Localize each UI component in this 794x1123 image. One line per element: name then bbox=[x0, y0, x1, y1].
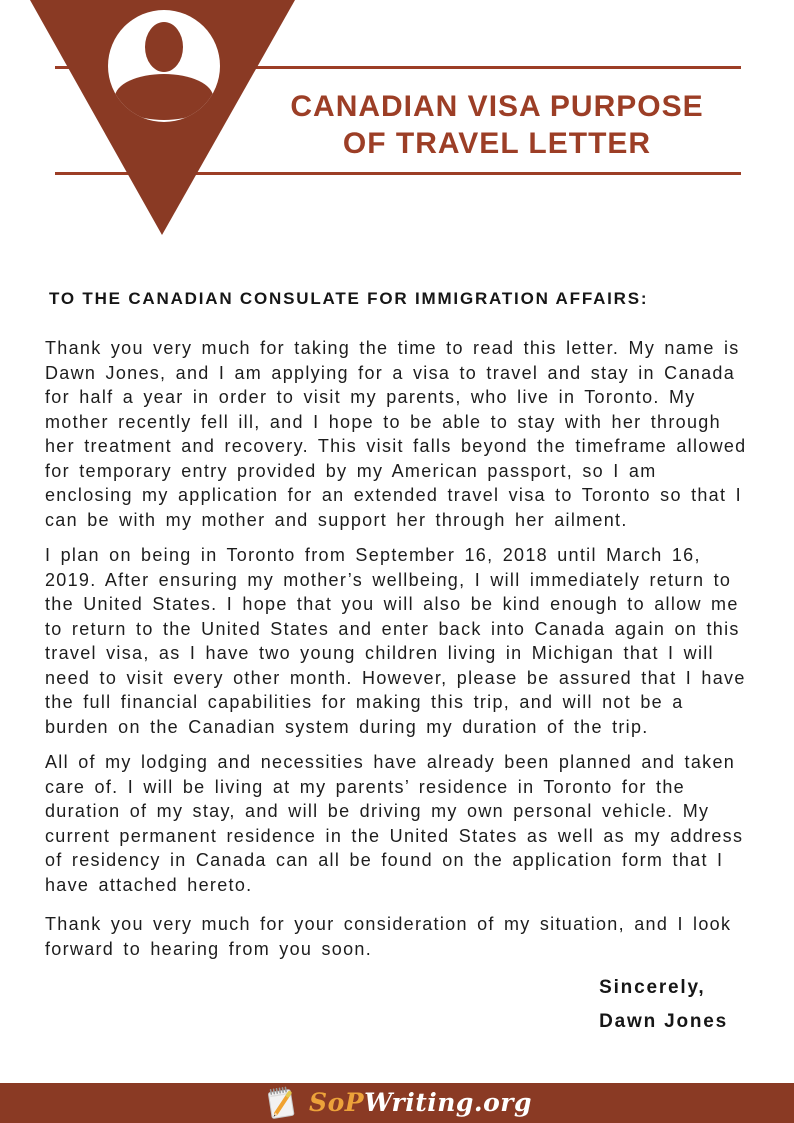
page-title-line-2: OF TRAVEL LETTER bbox=[342, 127, 652, 160]
paragraph-4: Thank you very much for your consideration of my situation, and I look forward to hearing from you soon. bbox=[45, 914, 732, 959]
footer-brand-bar bbox=[0, 1083, 794, 1123]
page-title-line-1: CANADIAN VISA PURPOSE bbox=[290, 90, 704, 123]
signature-name: Dawn Jones bbox=[599, 1011, 728, 1032]
notepad-pencil-icon bbox=[262, 1084, 300, 1122]
footer-logo-text bbox=[309, 1083, 532, 1123]
paragraph-3: All of my lodging and necessities have already been planned and taken care of. I will be living at my parents’ residence in Toronto for the duration of my stay, and will be driving my own personal vehicle. My current permanent residence in the United States as well as my address of residency in Canada can all be found on the application form that I have attached hereto. bbox=[45, 752, 744, 895]
signature-block bbox=[599, 971, 728, 1039]
logo-prefix: SoP bbox=[309, 1088, 365, 1117]
logo-suffix: Writing.org bbox=[364, 1088, 532, 1117]
person-icon bbox=[108, 10, 220, 122]
letter-body bbox=[45, 288, 750, 1039]
page-title bbox=[220, 88, 774, 162]
paragraph-1: Thank you very much for taking the time to read this letter. My name is Dawn Jones, and I am applying for a visa to travel and stay in Canada for half a year in order to visit my parents, who live in Toronto. My mother recently fell ill, and I hope to be able to stay with her through her treatment and recovery. This visit falls beyond the timeframe allowed for temporary entry provided by my American passport, so I am enclosing my application for an extended travel visa to Toronto so that I can be with my mother and support her through her ailment. bbox=[45, 338, 747, 530]
closing: Sincerely, bbox=[599, 977, 706, 998]
paragraph-2: I plan on being in Toronto from September 16, 2018 until March 16, 2019. After ensuring my mother’s wellbeing, I will immediately return to the United States. I hope that you will also be kind enough to allow me to return to the United States and enter back into Canada again on this travel visa, as I have two young children living in Michigan that I will need to visit every other month. However, please be assured that I have the full financial capabilities for making this trip, and will not be a burden on the Canadian system during my duration of the trip. bbox=[45, 545, 746, 737]
salutation: TO THE CANADIAN CONSULATE FOR IMMIGRATION AFFAIRS: bbox=[49, 289, 649, 308]
